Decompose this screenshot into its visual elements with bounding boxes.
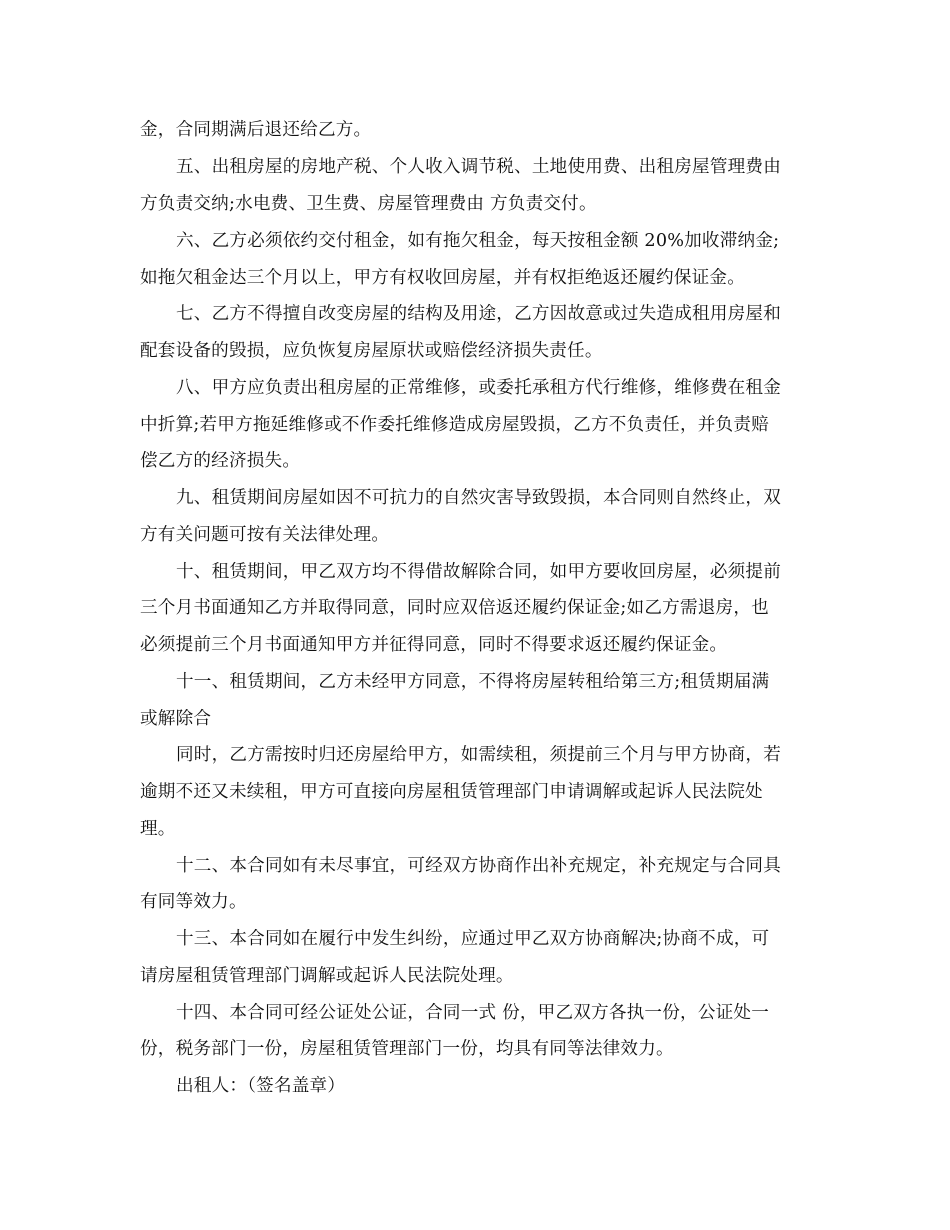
- clause-11-line-3: 同时，乙方需按时归还房屋给甲方，如需续租，须提前三个月与甲方协商，若: [176, 745, 781, 765]
- clause-11-line-2: 或解除合: [140, 709, 212, 729]
- clause-11-line-1: 十一、租赁期间，乙方未经甲方同意，不得将房屋转租给第三方;租赁期届满: [176, 672, 770, 692]
- clause-9-line-2: 方有关问题可按有关法律处理。: [140, 525, 390, 545]
- clause-10-line-2: 三个月书面通知乙方并取得同意，同时应双倍返还履约保证金;如乙方需退房，也: [140, 598, 769, 618]
- clause-5-line-1: 五、出租房屋的房地产税、个人收入调节税、土地使用费、出租房屋管理费由: [176, 157, 781, 177]
- clause-10-line-3: 必须提前三个月书面通知甲方并征得同意，同时不得要求返还履约保证金。: [140, 635, 728, 655]
- clause-13-line-1: 十三、本合同如在履行中发生纠纷，应通过甲乙双方协商解决;协商不成，可: [176, 929, 770, 949]
- clause-7-line-2: 配套设备的毁损，应负恢复房屋原状或赔偿经济损失责任。: [140, 341, 603, 361]
- clause-8-line-3: 偿乙方的经济损失。: [140, 451, 301, 471]
- clause-6-line-2: 如拖欠租金达三个月以上，甲方有权收回房屋，并有权拒绝返还履约保证金。: [140, 268, 745, 288]
- clause-7-line-1: 七、乙方不得擅自改变房屋的结构及用途，乙方因故意或过失造成租用房屋和: [176, 304, 781, 324]
- clause-6-line-1: 六、乙方必须依约交付租金，如有拖欠租金，每天按租金额 20%加收滞纳金;: [176, 231, 780, 251]
- text-line: 金，合同期满后退还给乙方。: [140, 120, 372, 140]
- clause-8-line-2: 中折算;若甲方拖延维修或不作委托维修造成房屋毁损，乙方不负责任，并负责赔: [140, 415, 769, 435]
- clause-10-line-1: 十、租赁期间，甲乙双方均不得借故解除合同，如甲方要收回房屋，必须提前: [176, 562, 781, 582]
- lessor-signature-line: 出租人：（签名盖章）: [176, 1076, 346, 1096]
- clause-8-line-1: 八、甲方应负责出租房屋的正常维修，或委托承租方代行维修，维修费在租金: [176, 378, 781, 398]
- clause-14-line-2: 份，税务部门一份，房屋租赁管理部门一份，均具有同等法律效力。: [140, 1039, 674, 1059]
- clause-11-line-4: 逾期不还又未续租，甲方可直接向房屋租赁管理部门申请调解或起诉人民法院处: [140, 782, 763, 802]
- clause-12-line-1: 十二、本合同如有未尽事宜，可经双方协商作出补充规定，补充规定与合同具: [176, 856, 781, 876]
- clause-12-line-2: 有同等效力。: [140, 892, 247, 912]
- clause-11-line-5: 理。: [140, 819, 176, 839]
- clause-13-line-2: 请房屋租赁管理部门调解或起诉人民法院处理。: [140, 966, 514, 986]
- clause-5-line-2: 方负责交纳;水电费、卫生费、房屋管理费由 方负责交付。: [140, 194, 597, 214]
- clause-14-line-1: 十四、本合同可经公证处公证，合同一式 份，甲乙双方各执一份，公证处一: [176, 1003, 769, 1023]
- clause-9-line-1: 九、租赁期间房屋如因不可抗力的自然灾害导致毁损，本合同则自然终止，双: [176, 488, 781, 508]
